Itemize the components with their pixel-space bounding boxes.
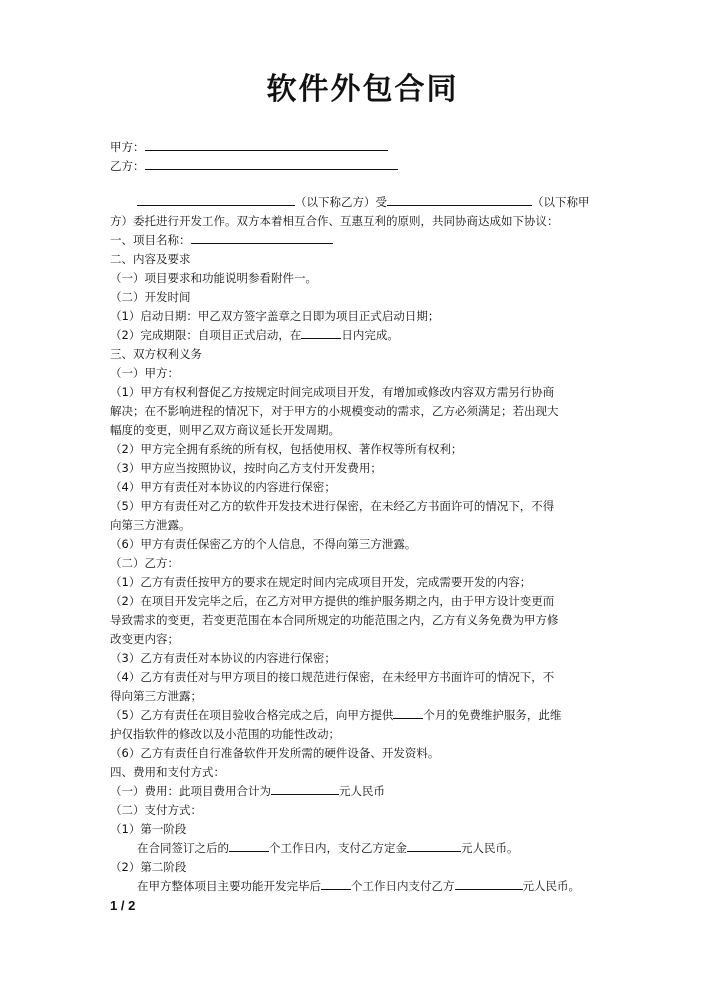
stage-1-detail — [137, 839, 519, 857]
party-b-blank — [145, 157, 398, 170]
section-2-item-2: （二）开发时间 — [110, 290, 191, 304]
party-b-duty-4-line-1: （4）乙方有责任对与甲方项目的接口规范进行保密，在未经甲方书面许可的情况下，不 — [110, 670, 555, 684]
document-title: 软件外包合同 — [266, 72, 459, 107]
project-name-line — [110, 231, 333, 249]
party-a-duty-5-line-2: 向第三方泄露。 — [110, 518, 191, 532]
project-name-label: 一、项目名称： — [110, 233, 191, 247]
section-3-title: 三、双方权利义务 — [110, 347, 202, 361]
intro-line-2: 方）委托进行开发工作。双方本着相互合作、互惠互利的原则，共同协商达成如下协议： — [110, 214, 559, 228]
stage-1-title: （1）第一阶段 — [110, 822, 187, 836]
section-2-title: 二、内容及要求 — [110, 252, 191, 266]
stage-1-text-a: 在合同签订之后的 — [137, 841, 229, 855]
party-b-duty-2-line-1: （2）在项目开发完毕之后，在乙方对甲方提供的维护服务期之内，由于甲方设计变更而 — [110, 594, 555, 608]
stage-2-text-c: 元人民币。 — [522, 879, 580, 893]
maintenance-text-b: 个月的免费维护服务，此维 — [423, 708, 562, 722]
party-a-duty-1-line-2: 解决；在不影响进程的情况下，对于甲方的小规模变动的需求，乙方必须满足；若出现大 — [110, 404, 559, 418]
deposit-amount-blank — [407, 839, 461, 852]
party-b-duties-title: （二）乙方： — [110, 556, 179, 570]
intro-text-1: （以下称乙方）受 — [295, 195, 387, 209]
fee-text-a: （一）费用：此项目费用合计为 — [110, 784, 271, 798]
intro-blank-2 — [387, 193, 532, 206]
fee-line — [110, 782, 385, 800]
party-b-duty-5-line-1 — [110, 706, 561, 724]
stage-2-text-a: 在甲方整体项目主要功能开发完毕后 — [137, 879, 321, 893]
party-a-duties-title: （一）甲方： — [110, 366, 179, 380]
party-a-blank — [145, 138, 388, 151]
stage-2-amount-blank — [455, 877, 523, 890]
payment-method-title: （二）支付方式： — [110, 803, 202, 817]
party-b-duty-1: （1）乙方有责任按甲方的要求在规定时间内完成项目开发，完成需要开发的内容； — [110, 575, 532, 589]
section-4-title: 四、费用和支付方式： — [110, 765, 225, 779]
section-2-item-1: （一）项目要求和功能说明参看附件一。 — [110, 271, 317, 285]
party-a-duty-1-line-1: （1）甲方有权利督促乙方按规定时间完成项目开发，有增加或修改内容双方需另行协商 — [110, 385, 555, 399]
party-a-line — [110, 138, 388, 156]
stage-1-days-blank — [229, 839, 269, 852]
maintenance-months-blank — [393, 706, 423, 719]
stage-2-title: （2）第二阶段 — [110, 860, 187, 874]
party-b-duty-2-line-2: 导致需求的变更，若变更范围在本合同所规定的功能范围之内，乙方有义务免费为甲方修 — [110, 613, 559, 627]
maintenance-text-a: （5）乙方有责任在项目验收合格完成之后，向甲方提供 — [110, 708, 394, 722]
party-b-line — [110, 157, 398, 175]
party-a-duty-2: （2）甲方完全拥有系统的所有权，包括使用权、著作权等所有权利； — [110, 442, 463, 456]
page-number: 1 / 2 — [110, 898, 136, 913]
section-2-item-2-1: （1）启动日期：甲乙双方签字盖章之日即为项目正式启动日期； — [110, 309, 440, 323]
party-b-duty-2-line-3: 改变更内容； — [110, 632, 179, 646]
stage-2-detail — [137, 877, 580, 895]
fee-amount-blank — [271, 782, 339, 795]
fee-text-b: 元人民币 — [339, 784, 385, 798]
stage-2-days-blank — [321, 877, 351, 890]
party-b-duty-5-line-2: 护仅指软件的修改以及小范围的功能性改动； — [110, 727, 340, 741]
intro-blank-1 — [137, 193, 295, 206]
party-b-label: 乙方： — [110, 159, 145, 173]
party-a-duty-5-line-1: （5）甲方有责任对乙方的软件开发技术进行保密，在未经乙方书面许可的情况下，不得 — [110, 499, 555, 513]
party-a-label: 甲方： — [110, 140, 145, 154]
deadline-text-b: 日内完成。 — [341, 328, 399, 342]
party-a-duty-6: （6）甲方有责任保密乙方的个人信息，不得向第三方泄露。 — [110, 537, 417, 551]
deadline-blank — [301, 326, 341, 339]
project-name-blank — [191, 231, 333, 244]
party-a-duty-3: （3）甲方应当按照协议，按时向乙方支付开发费用； — [110, 461, 382, 475]
party-a-duty-4: （4）甲方有责任对本协议的内容进行保密； — [110, 480, 336, 494]
party-b-duty-3: （3）乙方有责任对本协议的内容进行保密； — [110, 651, 336, 665]
stage-1-text-b: 个工作日内，支付乙方定金 — [269, 841, 407, 855]
stage-1-text-c: 元人民币。 — [461, 841, 519, 855]
intro-line-1 — [137, 193, 590, 211]
deadline-text-a: （2）完成期限：自项目正式启动，在 — [110, 328, 302, 342]
stage-2-text-b: 个工作日内支付乙方 — [351, 879, 455, 893]
party-b-duty-4-line-2: 得向第三方泄露； — [110, 689, 202, 703]
party-b-duty-6: （6）乙方有责任自行准备软件开发所需的硬件设备、开发资料。 — [110, 746, 440, 760]
intro-text-2: （以下称甲 — [532, 195, 590, 209]
party-a-duty-1-line-3: 幅度的变更，则甲乙双方商议延长开发周期。 — [110, 423, 340, 437]
section-2-item-2-2 — [110, 326, 399, 344]
